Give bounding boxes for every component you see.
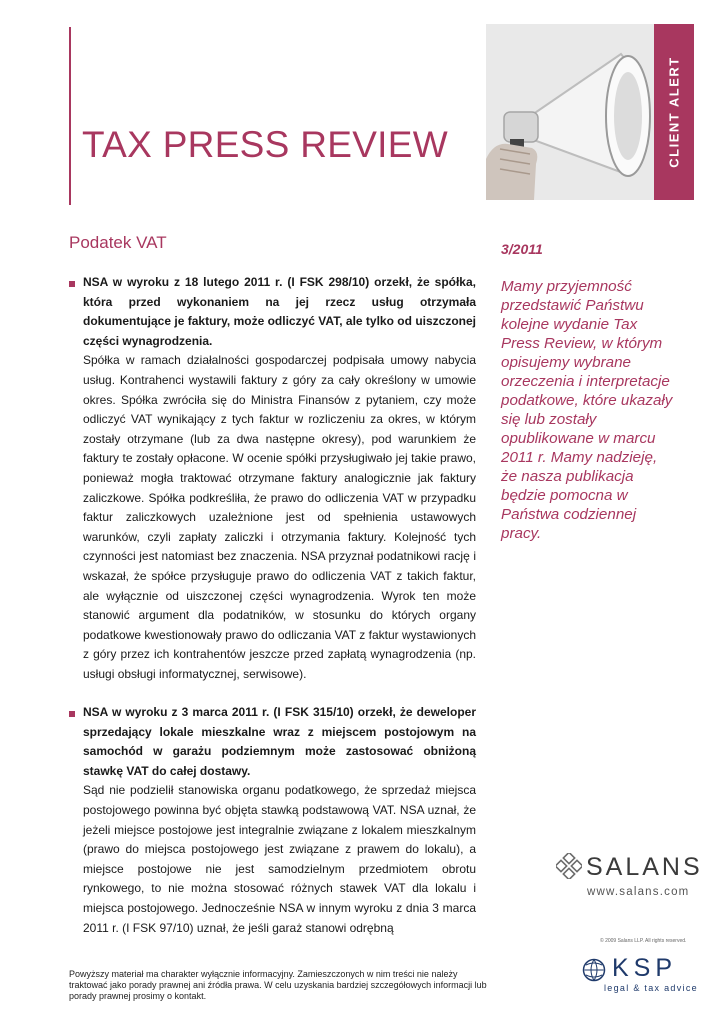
header-divider-line (69, 27, 71, 205)
item-body: Sąd nie podzielił stanowiska organu podatkowego, że sprzedaż miejsca postojowego powinna być objęta stawką podstawową VAT. NSA uznał, że jeżeli miejsce postojowe jest integralnie związane z lokalem mieszkalnym (prawo do miejsca postojowego jest związane z prawem do lokalu), a miejsce postojowe nie jest samodzielnym przedmiotem obrotu rynkowego, to nie można stosować różnych stawek VAT dla lokalu i miejsca postojowego. Jednocześnie NSA w innym wyroku z dnia 3 marca 2011 r. (I FSK 97/10) uznał, że jeśli garaż stanowi odrębną (83, 783, 476, 935)
ksp-logo (582, 954, 678, 987)
item-headline: NSA w wyroku z 18 lutego 2011 r. (I FSK 298/10) orzekł, że spółka, która przed wykonaniem na jej rzecz usług otrzymała dokumentujące je faktury, może odliczyć VAT, ale tylko od uiszczonej części wynagrodzenia. (83, 275, 476, 348)
ksp-tagline: legal & tax advice (604, 983, 698, 993)
bullet-marker (69, 281, 75, 287)
item-body: Spółka w ramach działalności gospodarczej podpisała umowy nabycia usług. Kontrahenci wystawili faktury z góry za cały określony w umowie okres. Spółka zwróciła się do Ministra Finansów z pytaniem, czy może odliczyć VAT wynikający z tych faktur w rozliczeniu za okres, w którym zostały otrzymane (lub za dwa następne okresy), pod warunkiem że faktury te zostały opłacone. W ocenie spółki przysługiwało jej takie prawo, ponieważ mogła traktować otrzymane faktury analogicznie jak faktury zaliczkowe. Spółka podkreśliła, że prawo do odliczenia VAT w przypadku faktur zaliczkowych uzależnione jest od spełnienia ustawowych warunków, czyli zapłaty zaliczki i otrzymania faktury. Kolejność tych czynności jest natomiast bez znaczenia. NSA przyznał podatnikowi rację i wskazał, że spółce przysługuje prawo do odliczenia VAT z takich faktur, ale wyłącznie od uiszczonej części wynagrodzenia. Wyrok ten może stanowić argument dla podatników, w stosunku do których organy podatkowe kwestionowały prawo do odliczania VAT z faktur wystawionych z góry przez ich kontrahentów jeszcze przed zapłatą wynagrodzenia (np. usługi obsługi informatycznej, serwisowe). (83, 353, 476, 681)
ksp-globe-icon (582, 958, 606, 982)
ksp-wordmark: KSP (612, 954, 678, 982)
salans-diamond-icon (556, 853, 582, 879)
client-alert-label: CLIENT ALERT (666, 56, 682, 168)
page-title: TAX PRESS REVIEW (82, 124, 448, 165)
salans-wordmark: SALANS (586, 853, 703, 881)
intro-text: Mamy przyjemność przedstawić Państwu kolejne wydanie Tax Press Review, w którym opisujemy wybrane orzeczenia i interpretacje podatkowe, które ukazały się lub zostały opublikowane w marcu 2011 r. Mamy nadzieję, że nasza publikacja będzie pomocna w Państwa codziennej pracy. (501, 278, 673, 542)
issue-number: 3/2011 (501, 241, 543, 257)
salans-url: www.salans.com (587, 886, 690, 898)
client-alert-badge (654, 24, 694, 200)
megaphone-photo (486, 24, 654, 200)
bullet-marker (69, 711, 75, 717)
list-item (83, 703, 476, 938)
list-item (83, 273, 476, 684)
item-headline: NSA w wyroku z 3 marca 2011 r. (I FSK 315/10) orzekł, że deweloper sprzedający lokale mieszkalne wraz z miejscem postojowym na samochód w garażu podziemnym może zastosować obniżoną stawkę VAT do całej dostawy. (83, 705, 476, 778)
section-title: Podatek VAT (69, 233, 167, 252)
disclaimer: Powyższy materiał ma charakter wyłącznie informacyjny. Zamieszczonych w nim treści nie należy traktować jako porady prawnej ani źródła prawa. W celu uzyskania bardziej szczegółowych informacji lub porady prawnej prosimy o kontakt. (69, 969, 487, 1001)
salans-logo (556, 853, 703, 884)
copyright-note: © 2009 Salans LLP. All rights reserved. (600, 938, 687, 944)
